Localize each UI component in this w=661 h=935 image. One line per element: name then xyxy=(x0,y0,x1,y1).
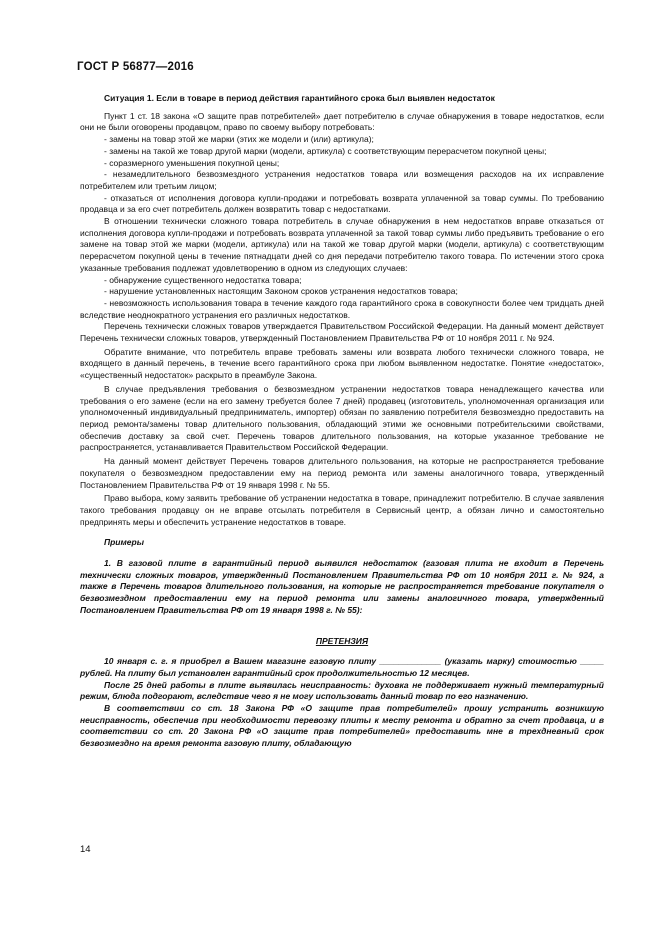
list-item: - обнаружение существенного недостатка товара; xyxy=(104,274,302,285)
list-item: - соразмерного уменьшения покупной цены; xyxy=(104,157,280,168)
examples-heading: Примеры xyxy=(104,537,144,548)
paragraph: Право выбора, кому заявить требование об устранении недостатка в товаре, принадлежит потребителю. В случае заявления такого требования продавцу он не вправе отсылать потребителя в Сервисный центр, а обязан лично и самостоятельно предпринять меры и обеспечить устранение недостатков в товаре. xyxy=(80,493,604,527)
claim-paragraph: В соответствии со ст. 18 Закона РФ «О защите прав потребителей» прошу устранить возникшую неисправность, обеспечив при необходимости перевозку плиты к месту ремонта и обратно за счет продавца, и в соответствии со ст. 20 Закона РФ «О защите прав потребителей» предоставить мне в трехдневный срок безвозмездно на время ремонта газовую плиту, обладающую xyxy=(80,703,604,749)
list-item: - замены на такой же товар другой марки (модели, артикула) с соответствующим перерасчетом покупной цены; xyxy=(104,145,547,156)
paragraph: Перечень технически сложных товаров утверждается Правительством Российской Федерации. На данный момент действует Перечень технически сложных товаров, утвержденный Постановлением Правительства РФ от 10 ноября 2011 г. № 924. xyxy=(80,321,604,344)
list-item: - нарушение установленных настоящим Законом сроков устранения недостатков товара; xyxy=(104,286,458,297)
paragraph: Обратите внимание, что потребитель вправе требовать замены или возврата любого технически сложного товара, не входящего в данный перечень, в течение всего гарантийного срока при любом выявленном недостатке. Понятие «недостаток», «существенный недостаток» раскрыто в преамбуле Закона. xyxy=(80,346,604,381)
paragraph: Пункт 1 ст. 18 закона «О защите прав потребителей» дает потребителю в случае обнаружения в товаре недостатков, если они не были оговорены продавцом, право по своему выбору потребовать: xyxy=(80,110,604,133)
claim-paragraph: 10 января с. г. я приобрел в Вашем магазине газовую плиту _____________ (указать марку) стоимостью _____ рублей. На плиту был установлен гарантийный срок продолжительностью 12 месяцев. xyxy=(80,656,604,678)
page-header: ГОСТ Р 56877—2016 xyxy=(77,61,194,73)
list-item: - незамедлительного безвозмездного устранения недостатков товара или возмещения расходов на их исправление потребителем или третьим лицом; xyxy=(80,169,604,191)
paragraph: В случае предъявления требования о безвозмездном устранении недостатков товара ненадлежащего качества или требования о его замене (если на его замену требуется более 7 дней) продавец (изготовитель, уполномоченная организация или уполномоченный индивидуальный предприниматель, импортер) обязан по заявлению потребителя безвозмездно предоставить на период ремонта/замены товар длительного пользования, обладающий этими же основными потребительскими свойствами, обеспечив доставку за свой счет. Перечень товаров длительного пользования, на которые указанное требование не распространяется, устанавливается Правительством Российской Федерации. xyxy=(80,383,604,453)
document-body xyxy=(80,93,604,750)
claim-title: ПРЕТЕНЗИЯ xyxy=(315,635,369,646)
list-item: - невозможность использования товара в течение каждого года гарантийного срока в совокупности более чем тридцать дней вследствие неоднократного устранения его различных недостатков. xyxy=(80,297,604,320)
paragraph: На данный момент действует Перечень товаров длительного пользования, на которые не распространяется требование покупателя о безвозмездном предоставлении ему на период ремонта или замены аналогичного товара, утвержденный Постановлением Правительства РФ от 19 января 1998 г. № 55. xyxy=(80,456,604,490)
example-paragraph: 1. В газовой плите в гарантийный период выявился недостаток (газовая плита не входит в Перечень технически сложных товаров, утвержденный Постановлением Правительства РФ от 10 ноября 2011 г. № 924, а также в Перечень товаров длительного пользования, на которые не распространяется требование покупателя о безвозмездном предоставлении ему на период ремонта или замены аналогичного товара, утвержденный Постановлением Правительства РФ от 19 января 1998 г. № 55): xyxy=(80,558,604,615)
list-item: - отказаться от исполнения договора купли-продажи и потребовать возврата уплаченной за товар суммы. По требованию продавца и за его счет потребитель должен возвратить товар с недостатками. xyxy=(80,192,604,215)
claim-paragraph: После 25 дней работы в плите выявилась неисправность: духовка не поддерживает нужный температурный режим, блюда подгорают, вследствие чего я не могу использовать данный товар по его назначению. xyxy=(80,679,604,702)
situation-heading: Ситуация 1. Если в товаре в период действия гарантийного срока был выявлен недостаток xyxy=(104,93,495,103)
page-number: 14 xyxy=(80,844,91,855)
paragraph: В отношении технически сложного товара потребитель в случае обнаружения в нем недостатков вправе отказаться от исполнения договора купли-продажи и потребовать возврата уплаченной за такой товар суммы либо предъявить требование о его замене на товар этой же марки (модели, артикула) или на такой же товар другой марки (модели, артикула) с соответствующим перерасчетом покупной цены в течение пятнадцати дней со дня передачи потребителю такого товара. По истечении этого срока указанные требования подлежат удовлетворению в одном из следующих случаев: xyxy=(80,216,604,273)
list-item: - замены на товар этой же марки (этих же модели и (или) артикула); xyxy=(104,134,374,145)
